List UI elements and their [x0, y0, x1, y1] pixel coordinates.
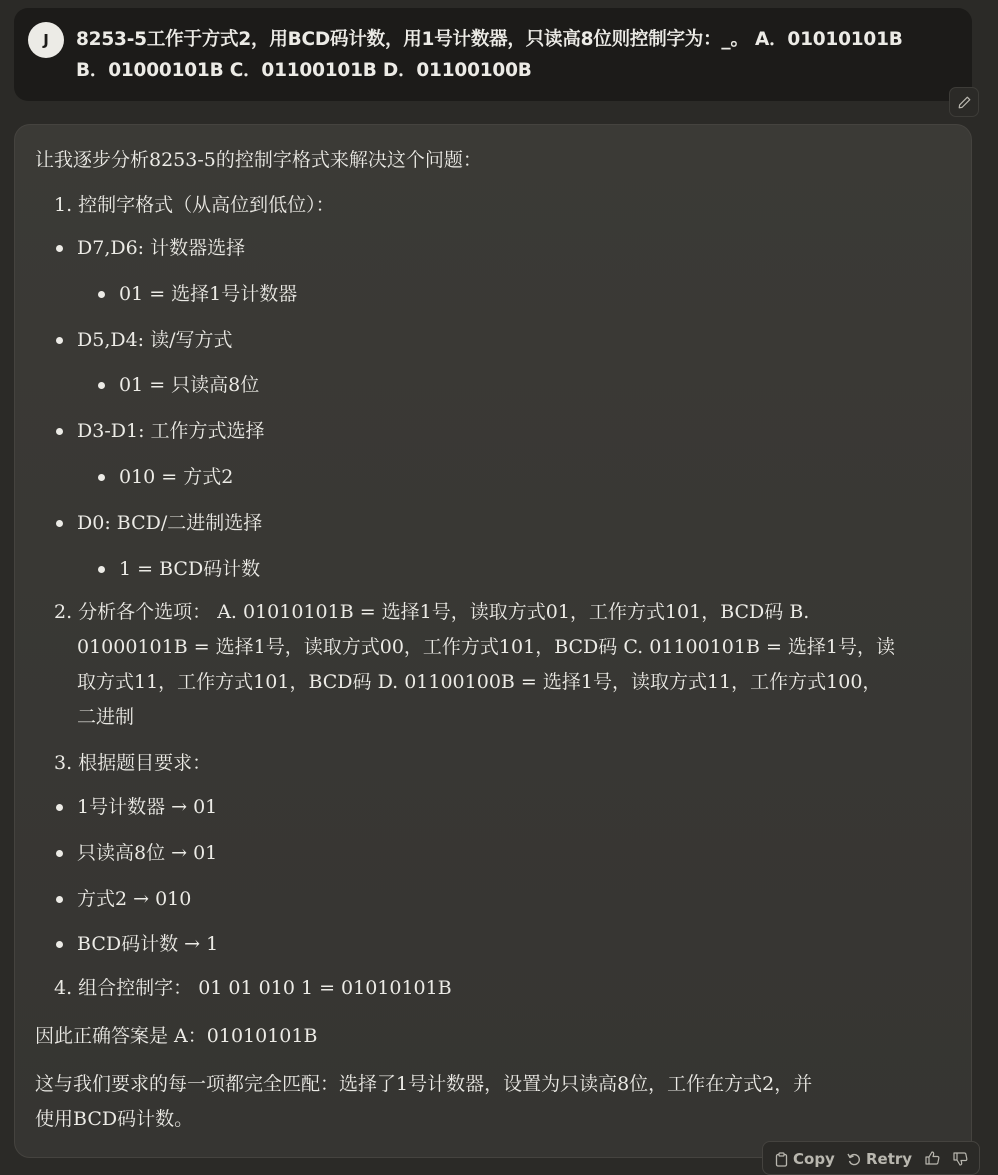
user-message-line-1: 8253-5工作于方式2，用BCD码计数，用1号计数器，只读高8位则控制字为：_。 A．01010101B: [76, 29, 903, 50]
step-3-heading: 3. 根据题目要求：: [54, 752, 212, 774]
user-message-text: [76, 24, 946, 86]
bullet-dot: [98, 566, 105, 573]
list-item-d5-d4: D5,D4: 读/写方式: [77, 329, 233, 351]
edit-message-button[interactable]: [949, 87, 979, 117]
bullet-dot: [56, 850, 63, 857]
user-message: [14, 8, 972, 101]
user-avatar: J: [28, 22, 64, 58]
list-item-d3-d1: D3-D1: 工作方式选择: [77, 420, 265, 442]
requirement-work-mode: 方式2 → 010: [77, 888, 192, 910]
list-item-d7-d6-value: 01 = 选择1号计数器: [119, 283, 298, 305]
step-2-line-1: 2. 分析各个选项： A. 01010101B = 选择1号，读取方式01，工作方式101，BCD码 B.: [54, 601, 810, 623]
thumbs-up-button[interactable]: [925, 1151, 940, 1165]
bullet-dot: [56, 428, 63, 435]
step-1-heading: 1. 控制字格式（从高位到低位）：: [54, 194, 335, 216]
conclusion-line-1: 这与我们要求的每一项都完全匹配：选择了1号计数器，设置为只读高8位，工作在方式2，并: [35, 1073, 813, 1095]
bullet-dot: [56, 520, 63, 527]
answer-text: 因此正确答案是 A：01010101B: [35, 1025, 318, 1047]
list-item-d5-d4-value: 01 = 只读高8位: [119, 374, 260, 396]
user-message-line-2: B．01000101B C．01100101B D．01100100B: [76, 60, 532, 81]
bullet-dot: [98, 382, 105, 389]
thumbs-down-button[interactable]: [953, 1152, 968, 1166]
requirement-read-mode: 只读高8位 → 01: [77, 842, 218, 864]
bullet-dot: [56, 804, 63, 811]
thumbs-up-icon: [925, 1151, 940, 1165]
retry-label: Retry: [866, 1150, 913, 1168]
bullet-dot: [56, 941, 63, 948]
step-4-line: 4. 组合控制字： 01 01 010 1 = 01010101B: [54, 977, 452, 999]
step-2-line-2: 01000101B = 选择1号，读取方式00，工作方式101，BCD码 C. 01100101B = 选择1号，读: [77, 636, 896, 658]
list-item-d0: D0: BCD/二进制选择: [77, 512, 263, 534]
step-2-line-4: 二进制: [77, 706, 135, 728]
conclusion-line-2: 使用BCD码计数。: [35, 1108, 194, 1130]
bullet-dot: [98, 474, 105, 481]
clipboard-icon: [775, 1152, 788, 1167]
bullet-dot: [56, 337, 63, 344]
requirement-counter: 1号计数器 → 01: [77, 796, 218, 818]
list-item-d3-d1-value: 010 = 方式2: [119, 466, 234, 488]
bullet-dot: [56, 245, 63, 252]
retry-icon: [847, 1152, 861, 1166]
list-item-d0-value: 1 = BCD码计数: [119, 558, 261, 580]
thumbs-down-icon: [953, 1152, 968, 1166]
requirement-bcd: BCD码计数 → 1: [77, 933, 219, 955]
copy-label: Copy: [793, 1150, 835, 1168]
step-2-line-3: 取方式11，工作方式101，BCD码 D. 01100100B = 选择1号，读取方式11，工作方式100，: [77, 671, 882, 693]
retry-button[interactable]: [847, 1150, 912, 1168]
bullet-dot: [98, 291, 105, 298]
bullet-dot: [56, 896, 63, 903]
pencil-icon: [958, 96, 971, 109]
list-item-d7-d6: D7,D6: 计数器选择: [77, 237, 246, 259]
intro-text: 让我逐步分析8253-5的控制字格式来解决这个问题：: [35, 149, 482, 171]
copy-button[interactable]: [775, 1150, 835, 1168]
